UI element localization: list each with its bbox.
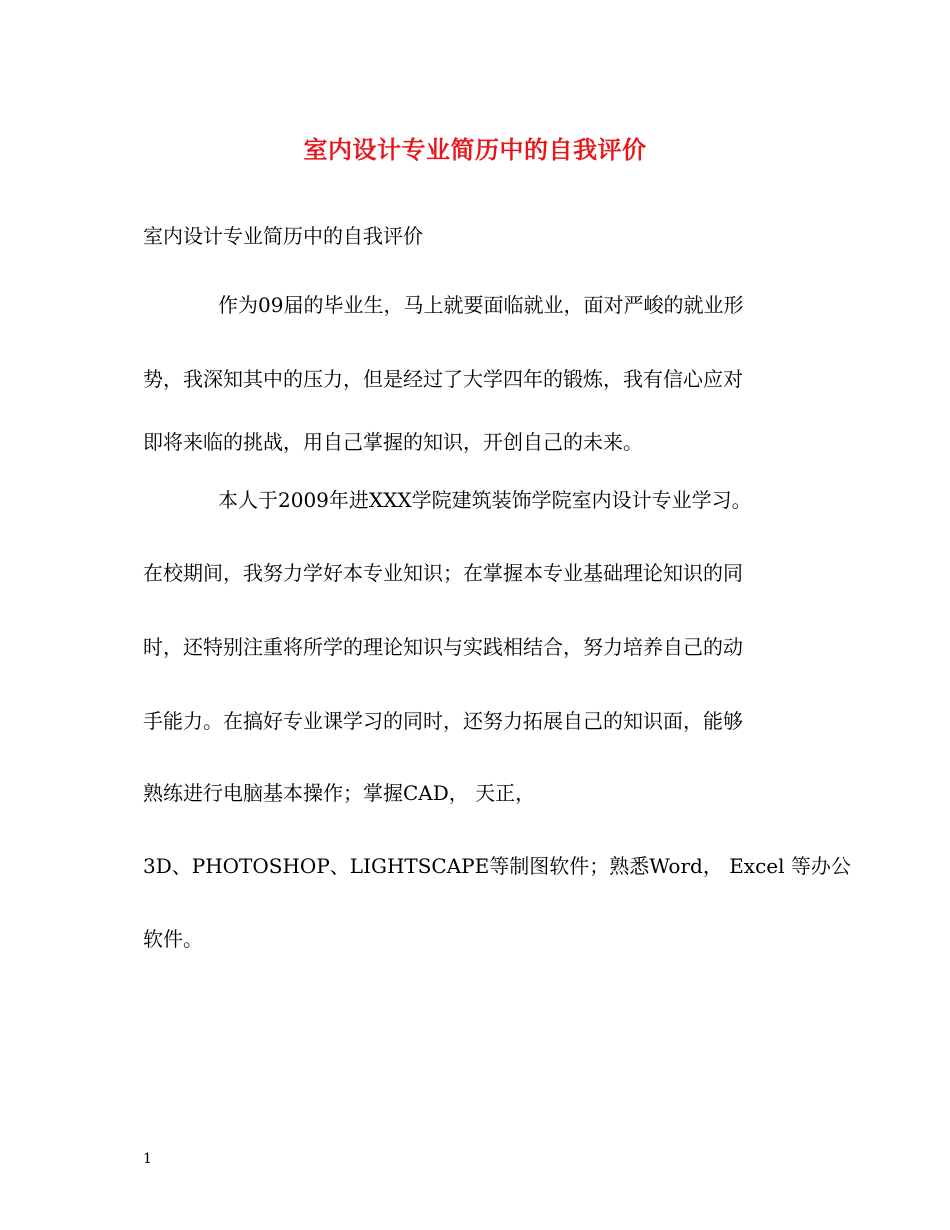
paragraph-1-line-2: 势，我深知其中的压力，但是经过了大学四年的锻炼，我有信心应对 [143, 367, 743, 391]
document-title: 室内设计专业简历中的自我评价 [303, 135, 647, 164]
paragraph-3-line-1: 3D、PHOTOSHOP、LIGHTSCAPE等制图软件；熟悉Word， Excel 等办公 [143, 854, 851, 878]
paragraph-3-line-2: 软件。 [143, 927, 203, 951]
paragraph-2-line-4: 手能力。在搞好专业课学习的同时，还努力拓展自己的知识面，能够 [143, 709, 743, 733]
page-number: 1 [143, 1151, 152, 1167]
paragraph-2-line-1: 本人于2009年进XXX学院建筑装饰学院室内设计专业学习。 [218, 488, 752, 512]
paragraph-1-line-1: 作为09届的毕业生，马上就要面临就业，面对严峻的就业形 [218, 293, 744, 317]
paragraph-1-line-3: 即将来临的挑战，用自己掌握的知识，开创自己的未来。 [143, 430, 643, 454]
paragraph-2-line-3: 时，还特别注重将所学的理论知识与实践相结合，努力培养自己的动 [143, 635, 743, 659]
document-subtitle: 室内设计专业简历中的自我评价 [143, 224, 423, 248]
paragraph-2-line-2: 在校期间，我努力学好本专业知识；在掌握本专业基础理论知识的同 [143, 561, 743, 585]
paragraph-2-line-5: 熟练进行电脑基本操作；掌握CAD， 天正， [143, 781, 536, 805]
